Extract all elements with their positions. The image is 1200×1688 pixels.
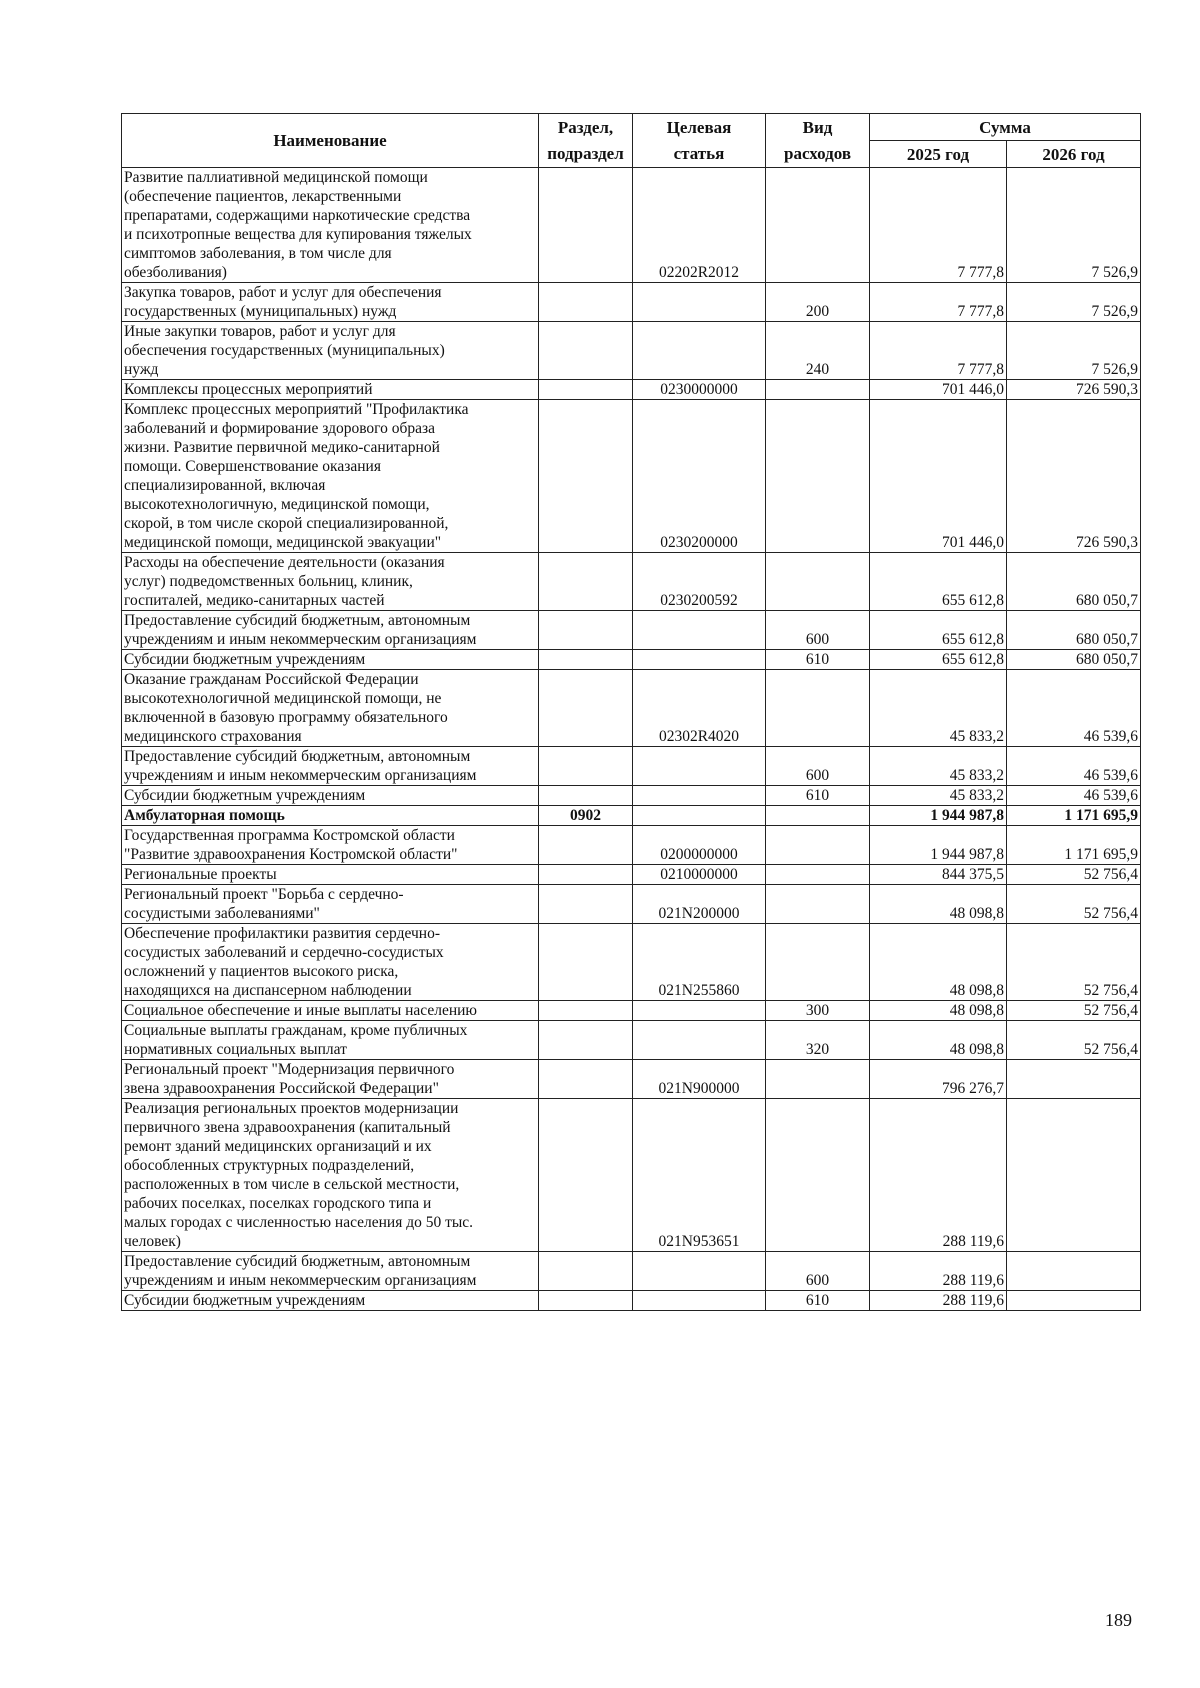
- table-row: [122, 786, 1141, 806]
- row-kind: 300: [766, 1001, 870, 1021]
- row-kind: [766, 380, 870, 400]
- row-amount-2025: 655 612,8: [870, 650, 1007, 670]
- row-article: 021N900000: [633, 1060, 766, 1099]
- row-article: [633, 747, 766, 786]
- row-section: [539, 670, 633, 747]
- row-kind: 610: [766, 650, 870, 670]
- row-name: Амбулаторная помощь: [122, 806, 539, 826]
- row-section: [539, 1021, 633, 1060]
- table-row: [122, 670, 1141, 747]
- row-amount-2025: 48 098,8: [870, 1001, 1007, 1021]
- row-article: [633, 611, 766, 650]
- table-row: [122, 283, 1141, 322]
- row-amount-2025: 48 098,8: [870, 1021, 1007, 1060]
- table-row: [122, 1001, 1141, 1021]
- row-name: Социальное обеспечение и иные выплаты населению: [122, 1001, 539, 1021]
- row-name: Реализация региональных проектов модернизации первичного звена здравоохранения (капитальный ремонт зданий медицинских организаций и их обособленных структурных подразделений, расположенных в том числе в сельской местности, рабочих поселках, поселках городского типа и малых городах с численностью населения до 50 тыс. человек): [122, 1099, 539, 1252]
- row-amount-2026: [1007, 1060, 1141, 1099]
- row-kind: 610: [766, 1291, 870, 1311]
- row-amount-2026: 52 756,4: [1007, 924, 1141, 1001]
- row-kind: [766, 806, 870, 826]
- row-amount-2025: 45 833,2: [870, 670, 1007, 747]
- header-sum: Сумма: [870, 114, 1141, 141]
- header-article: Целевая: [633, 114, 766, 141]
- row-article: 0200000000: [633, 826, 766, 865]
- row-kind: 200: [766, 283, 870, 322]
- row-section: [539, 400, 633, 553]
- row-name: Предоставление субсидий бюджетным, автономным учреждениям и иным некоммерческим организациям: [122, 747, 539, 786]
- row-name: Комплекс процессных мероприятий "Профилактика заболеваний и формирование здорового образа жизни. Развитие первичной медико-санитарной помощи. Совершенствование оказания специализированной, включая высокотехнологичную, медицинской помощи, скорой, в том числе скорой специализированной, медицинской помощи, медицинской эвакуации": [122, 400, 539, 553]
- table-row: [122, 865, 1141, 885]
- row-amount-2025: 288 119,6: [870, 1291, 1007, 1311]
- row-section: [539, 650, 633, 670]
- row-section: [539, 786, 633, 806]
- row-kind: [766, 1060, 870, 1099]
- row-article: [633, 283, 766, 322]
- header-name: Наименование: [122, 114, 539, 168]
- row-kind: [766, 168, 870, 283]
- row-amount-2025: 1 944 987,8: [870, 806, 1007, 826]
- row-amount-2025: 7 777,8: [870, 322, 1007, 380]
- row-section: [539, 1291, 633, 1311]
- row-amount-2026: 7 526,9: [1007, 283, 1141, 322]
- row-amount-2026: 1 171 695,9: [1007, 826, 1141, 865]
- row-amount-2026: [1007, 1291, 1141, 1311]
- row-kind: [766, 553, 870, 611]
- row-amount-2025: 1 944 987,8: [870, 826, 1007, 865]
- row-section: [539, 1099, 633, 1252]
- row-article: 0210000000: [633, 865, 766, 885]
- row-amount-2026: [1007, 1252, 1141, 1291]
- row-section: [539, 885, 633, 924]
- row-article: 021N255860: [633, 924, 766, 1001]
- row-name: Предоставление субсидий бюджетным, автономным учреждениям и иным некоммерческим организациям: [122, 1252, 539, 1291]
- row-amount-2026: [1007, 1099, 1141, 1252]
- row-section: 0902: [539, 806, 633, 826]
- budget-table: [121, 113, 1141, 1311]
- row-kind: [766, 826, 870, 865]
- row-kind: [766, 1099, 870, 1252]
- row-name: Региональные проекты: [122, 865, 539, 885]
- row-amount-2025: 796 276,7: [870, 1060, 1007, 1099]
- row-kind: 240: [766, 322, 870, 380]
- header-section: Раздел,: [539, 114, 633, 141]
- header-2025: 2025 год: [870, 141, 1007, 168]
- row-article: [633, 1252, 766, 1291]
- header-2026: 2026 год: [1007, 141, 1141, 168]
- row-amount-2026: 52 756,4: [1007, 1001, 1141, 1021]
- table-body: [122, 168, 1141, 1311]
- page-number: 189: [1105, 1610, 1132, 1630]
- table-row: [122, 1099, 1141, 1252]
- row-kind: 600: [766, 747, 870, 786]
- row-name: Иные закупки товаров, работ и услуг для обеспечения государственных (муниципальных) нужд: [122, 322, 539, 380]
- row-name: Оказание гражданам Российской Федерации высокотехнологичной медицинской помощи, не включенной в базовую программу обязательного медицинского страхования: [122, 670, 539, 747]
- row-section: [539, 826, 633, 865]
- row-article: [633, 1291, 766, 1311]
- row-name: Расходы на обеспечение деятельности (оказания услуг) подведомственных больниц, клиник, госпиталей, медико-санитарных частей: [122, 553, 539, 611]
- row-article: [633, 806, 766, 826]
- row-kind: [766, 400, 870, 553]
- row-amount-2026: 726 590,3: [1007, 380, 1141, 400]
- row-article: 02202R2012: [633, 168, 766, 283]
- row-kind: 320: [766, 1021, 870, 1060]
- row-amount-2025: 45 833,2: [870, 747, 1007, 786]
- row-amount-2025: 288 119,6: [870, 1252, 1007, 1291]
- row-section: [539, 380, 633, 400]
- row-amount-2025: 45 833,2: [870, 786, 1007, 806]
- row-kind: [766, 670, 870, 747]
- row-amount-2026: 52 756,4: [1007, 885, 1141, 924]
- row-amount-2026: 680 050,7: [1007, 553, 1141, 611]
- table-row: [122, 806, 1141, 826]
- row-section: [539, 283, 633, 322]
- row-name: Региональный проект "Модернизация первичного звена здравоохранения Российской Федерации": [122, 1060, 539, 1099]
- table-row: [122, 885, 1141, 924]
- row-amount-2026: 726 590,3: [1007, 400, 1141, 553]
- row-article: 021N200000: [633, 885, 766, 924]
- row-section: [539, 1001, 633, 1021]
- row-name: Развитие паллиативной медицинской помощи (обеспечение пациентов, лекарственными препаратами, содержащими наркотические средства и психотропные вещества для купирования тяжелых симптомов заболевания, в том числе для обезболивания): [122, 168, 539, 283]
- table-row: [122, 747, 1141, 786]
- row-section: [539, 747, 633, 786]
- row-amount-2026: 680 050,7: [1007, 650, 1141, 670]
- table-header: [122, 114, 1141, 168]
- row-article: 02302R4020: [633, 670, 766, 747]
- header-kind: Вид: [766, 114, 870, 141]
- row-article: [633, 1021, 766, 1060]
- row-amount-2026: 7 526,9: [1007, 168, 1141, 283]
- row-kind: 610: [766, 786, 870, 806]
- row-amount-2025: 7 777,8: [870, 168, 1007, 283]
- row-amount-2025: 655 612,8: [870, 553, 1007, 611]
- table-row: [122, 1291, 1141, 1311]
- row-amount-2025: 701 446,0: [870, 380, 1007, 400]
- row-amount-2026: 46 539,6: [1007, 747, 1141, 786]
- row-kind: [766, 924, 870, 1001]
- row-amount-2025: 7 777,8: [870, 283, 1007, 322]
- row-section: [539, 168, 633, 283]
- table-row: [122, 611, 1141, 650]
- row-section: [539, 322, 633, 380]
- row-name: Закупка товаров, работ и услуг для обеспечения государственных (муниципальных) нужд: [122, 283, 539, 322]
- row-article: 0230000000: [633, 380, 766, 400]
- table-row: [122, 1021, 1141, 1060]
- row-article: 021N953651: [633, 1099, 766, 1252]
- table-row: [122, 1060, 1141, 1099]
- row-amount-2025: 844 375,5: [870, 865, 1007, 885]
- row-amount-2026: 46 539,6: [1007, 786, 1141, 806]
- row-name: Социальные выплаты гражданам, кроме публичных нормативных социальных выплат: [122, 1021, 539, 1060]
- table-row: [122, 924, 1141, 1001]
- table-row: [122, 168, 1141, 283]
- row-section: [539, 1252, 633, 1291]
- row-kind: 600: [766, 611, 870, 650]
- row-amount-2025: 288 119,6: [870, 1099, 1007, 1252]
- row-article: [633, 650, 766, 670]
- table-row: [122, 650, 1141, 670]
- row-amount-2025: 48 098,8: [870, 924, 1007, 1001]
- table-row: [122, 826, 1141, 865]
- row-name: Субсидии бюджетным учреждениям: [122, 1291, 539, 1311]
- row-name: Субсидии бюджетным учреждениям: [122, 786, 539, 806]
- row-amount-2025: 701 446,0: [870, 400, 1007, 553]
- row-article: 0230200592: [633, 553, 766, 611]
- row-amount-2026: 52 756,4: [1007, 865, 1141, 885]
- row-name: Предоставление субсидий бюджетным, автономным учреждениям и иным некоммерческим организациям: [122, 611, 539, 650]
- row-section: [539, 553, 633, 611]
- row-kind: [766, 865, 870, 885]
- table-row: [122, 380, 1141, 400]
- row-section: [539, 924, 633, 1001]
- row-section: [539, 865, 633, 885]
- row-name: Обеспечение профилактики развития сердечно- сосудистых заболеваний и сердечно-сосудистых осложнений у пациентов высокого риска, находящихся на диспансерном наблюдении: [122, 924, 539, 1001]
- row-amount-2025: 655 612,8: [870, 611, 1007, 650]
- row-article: 0230200000: [633, 400, 766, 553]
- row-kind: [766, 885, 870, 924]
- row-article: [633, 322, 766, 380]
- row-name: Государственная программа Костромской области "Развитие здравоохранения Костромской области": [122, 826, 539, 865]
- header-kind-sub: расходов: [766, 141, 870, 168]
- row-article: [633, 1001, 766, 1021]
- table-row: [122, 1252, 1141, 1291]
- row-amount-2026: 52 756,4: [1007, 1021, 1141, 1060]
- row-section: [539, 611, 633, 650]
- table-row: [122, 322, 1141, 380]
- row-name: Субсидии бюджетным учреждениям: [122, 650, 539, 670]
- row-amount-2026: 7 526,9: [1007, 322, 1141, 380]
- header-article-sub: статья: [633, 141, 766, 168]
- row-amount-2025: 48 098,8: [870, 885, 1007, 924]
- row-section: [539, 1060, 633, 1099]
- row-article: [633, 786, 766, 806]
- row-name: Региональный проект "Борьба с сердечно- сосудистыми заболеваниями": [122, 885, 539, 924]
- header-section-sub: подраздел: [539, 141, 633, 168]
- table-row: [122, 553, 1141, 611]
- row-kind: 600: [766, 1252, 870, 1291]
- row-amount-2026: 680 050,7: [1007, 611, 1141, 650]
- row-name: Комплексы процессных мероприятий: [122, 380, 539, 400]
- row-amount-2026: 1 171 695,9: [1007, 806, 1141, 826]
- table-row: [122, 400, 1141, 553]
- row-amount-2026: 46 539,6: [1007, 670, 1141, 747]
